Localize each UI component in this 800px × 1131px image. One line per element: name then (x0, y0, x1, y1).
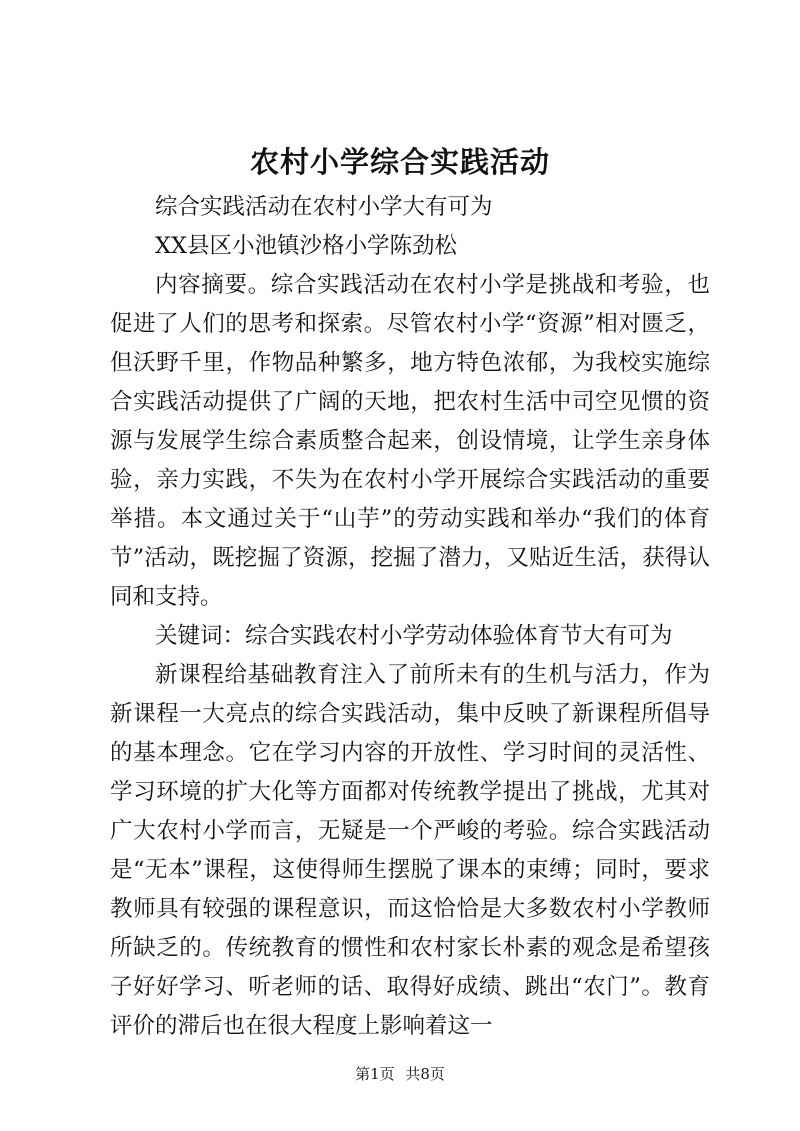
total-pages: 共8页 (405, 1065, 445, 1083)
body-paragraph: 新课程给基础教育注入了前所未有的生机与活力，作为新课程一大亮点的综合实践活动，集中反映了新课程所倡导的基本理念。它在学习内容的开放性、学习时间的灵活性、学习环境的扩大化等方面都对传统教学提出了挑战，尤其对广大农村小学而言，无疑是一个严峻的考验。综合实践活动是“无本”课程，这使得师生摆脱了课本的束缚；同时，要求教师具有较强的课程意识，而这恰恰是大多数农村小学教师所缺乏的。传统教育的惯性和农村家长朴素的观念是希望孩子好好学习、听老师的话、取得好成绩、跳出“农门”。教育评价的滞后也在很大程度上影响着这一 (110, 662, 710, 1039)
page-number: 第1页 (355, 1065, 395, 1083)
subtitle: 综合实践活动在农村小学大有可为 (155, 194, 493, 220)
document-body (110, 188, 710, 1046)
author-line: XX县区小池镇沙格小学陈劲松 (155, 233, 458, 259)
page-title: 农村小学综合实践活动 (249, 145, 550, 179)
page-footer (0, 1062, 800, 1086)
keywords-line: 关键词：综合实践农村小学劳动体验体育节大有可为 (155, 623, 673, 649)
abstract-paragraph: 内容摘要。综合实践活动在农村小学是挑战和考验，也促进了人们的思考和探索。尽管农村小学“资源”相对匮乏，但沃野千里，作物品种繁多，地方特色浓郁，为我校实施综合实践活动提供了广阔的天地，把农村生活中司空见惯的资源与发展学生综合素质整合起来，创设情境，让学生亲身体验，亲力实践，不失为在农村小学开展综合实践活动的重要举措。本文通过关于“山芋”的劳动实践和举办“我们的体育节”活动，既挖掘了资源，挖掘了潜力，又贴近生活，获得认同和支持。 (110, 272, 710, 610)
